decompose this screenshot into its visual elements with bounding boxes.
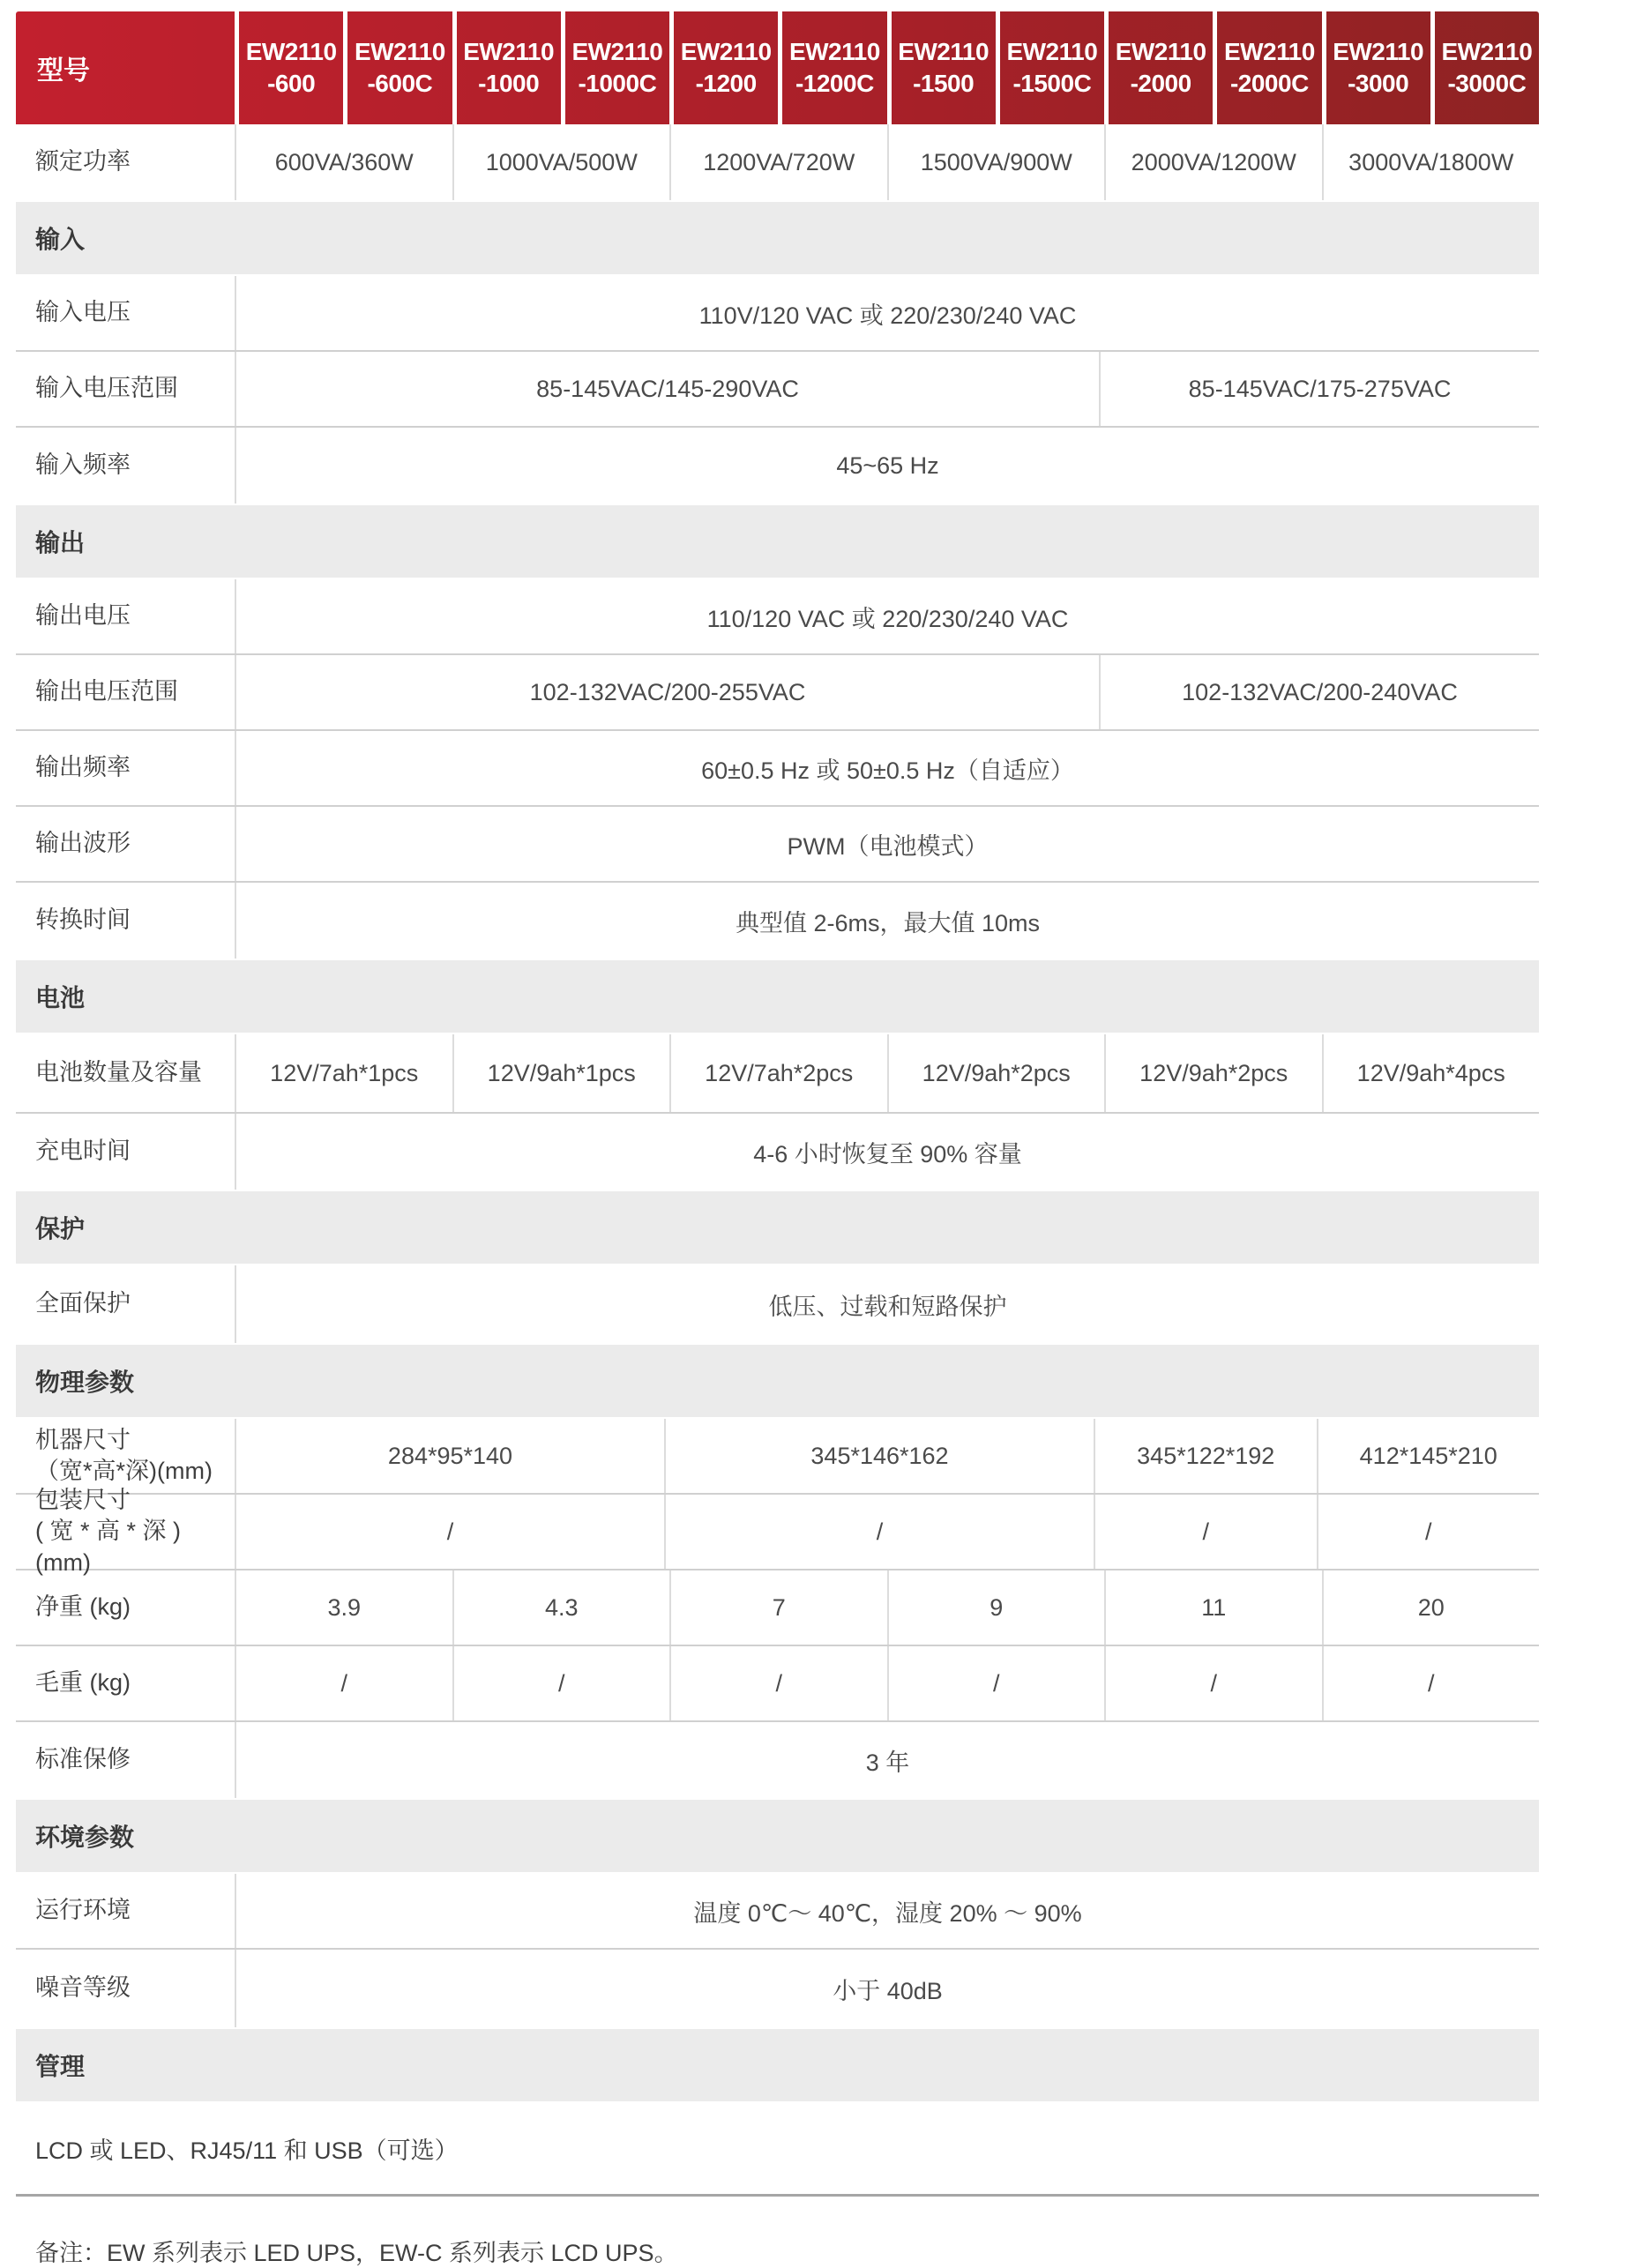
spec-value-cell: 4.3 <box>452 1570 670 1645</box>
spec-value-cell: 4-6 小时恢复至 90% 容量 <box>235 1114 1539 1190</box>
model-header-label: 型号 <box>37 56 90 86</box>
row-values <box>235 1570 1539 1645</box>
spec-value-cell: 85-145VAC/175-275VAC <box>1099 352 1539 426</box>
spec-value-cell: / <box>664 1495 1094 1569</box>
model-header-cell-EW2110-1000C: EW2110 -1000C <box>561 11 669 124</box>
spec-value-cell: 12V/9ah*4pcs <box>1322 1034 1540 1112</box>
row-label: 输入电压范围 <box>35 375 178 402</box>
spec-row <box>16 428 1539 504</box>
spec-value-cell: 345*122*192 <box>1094 1419 1317 1493</box>
spec-value-cell: 412*145*210 <box>1317 1419 1540 1493</box>
row-values <box>235 1034 1539 1112</box>
spec-value-cell: 12V/7ah*2pcs <box>669 1034 887 1112</box>
row-label: 转换时间 <box>35 906 131 934</box>
spec-value-cell: / <box>887 1646 1105 1720</box>
spec-value-cell: 85-145VAC/145-290VAC <box>235 352 1099 426</box>
section-header: 输出 <box>16 505 1539 578</box>
row-values <box>235 655 1539 729</box>
model-header-cell-EW2110-1500: EW2110 -1500 <box>887 11 996 124</box>
spec-row <box>16 883 1539 959</box>
spec-value-cell: 温度 0℃～ 40℃，湿度 20% ～ 90% <box>235 1874 1539 1948</box>
row-values <box>235 1114 1539 1190</box>
spec-value-cell: 12V/9ah*2pcs <box>887 1034 1105 1112</box>
spec-value-cell: PWM（电池模式） <box>235 807 1539 881</box>
spec-rows <box>16 124 1539 2197</box>
spec-value-cell: 12V/7ah*1pcs <box>235 1034 452 1112</box>
row-values <box>235 883 1539 959</box>
spec-value-cell: 20 <box>1322 1570 1540 1645</box>
model-header-cell-EW2110-3000: EW2110 -3000 <box>1322 11 1430 124</box>
row-values <box>235 1495 1539 1569</box>
spec-row <box>16 1722 1539 1798</box>
row-label: 净重 (kg) <box>35 1593 131 1621</box>
spec-value-cell: 7 <box>669 1570 887 1645</box>
row-values <box>235 1950 1539 2027</box>
spec-row <box>16 655 1539 731</box>
model-header-row <box>16 11 1539 124</box>
spec-value-cell: 2000VA/1200W <box>1104 124 1322 200</box>
model-header-cell-EW2110-1500C: EW2110 -1500C <box>996 11 1104 124</box>
spec-value-cell: / <box>235 1495 664 1569</box>
row-label: 额定功率 <box>35 148 131 175</box>
section-header: 物理参数 <box>16 1345 1539 1417</box>
spec-row <box>16 276 1539 352</box>
spec-row <box>16 1114 1539 1190</box>
row-label: 标准保修 <box>35 1746 131 1773</box>
spec-value-cell: / <box>1104 1646 1322 1720</box>
spec-row <box>16 1646 1539 1722</box>
spec-row <box>16 1419 1539 1495</box>
row-label: 运行环境 <box>35 1897 131 1924</box>
row-values <box>235 1874 1539 1948</box>
spec-row <box>16 1570 1539 1646</box>
section-header: 保护 <box>16 1191 1539 1264</box>
spec-row <box>16 1874 1539 1950</box>
model-header-cell-EW2110-2000C: EW2110 -2000C <box>1213 11 1321 124</box>
row-label: 输出波形 <box>35 830 131 857</box>
spec-value-cell: 3 年 <box>235 1722 1539 1798</box>
row-values <box>235 807 1539 881</box>
model-header-cell-EW2110-600: EW2110 -600 <box>235 11 343 124</box>
spec-row <box>16 731 1539 807</box>
section-header: 电池 <box>16 960 1539 1033</box>
spec-value-cell: 345*146*162 <box>664 1419 1094 1493</box>
model-header-cell-EW2110-1200C: EW2110 -1200C <box>778 11 886 124</box>
spec-value-cell: / <box>452 1646 670 1720</box>
row-values <box>235 1722 1539 1798</box>
spec-value-cell: 9 <box>887 1570 1105 1645</box>
spec-row <box>16 1034 1539 1114</box>
row-values <box>235 1646 1539 1720</box>
row-label: 机器尺寸 （宽*高*深)(mm) <box>35 1426 213 1484</box>
row-values <box>235 1265 1539 1343</box>
model-header-cell-EW2110-1200: EW2110 -1200 <box>669 11 778 124</box>
row-values <box>235 276 1539 350</box>
section-header: 输入 <box>16 202 1539 274</box>
spec-value-cell: / <box>1322 1646 1540 1720</box>
spec-value-cell: 低压、过载和短路保护 <box>235 1265 1539 1343</box>
section-header: 环境参数 <box>16 1800 1539 1872</box>
row-label: 毛重 (kg) <box>35 1669 131 1697</box>
row-values <box>235 124 1539 200</box>
row-label: 输出电压范围 <box>35 678 178 705</box>
row-values <box>235 352 1539 426</box>
spec-value-cell: / <box>235 1646 452 1720</box>
model-header-cell-EW2110-3000C: EW2110 -3000C <box>1430 11 1539 124</box>
spec-value-cell: / <box>669 1646 887 1720</box>
spec-value-cell: 典型值 2-6ms，最大值 10ms <box>235 883 1539 959</box>
row-label: 充电时间 <box>35 1138 131 1165</box>
spec-value-cell: 11 <box>1104 1570 1322 1645</box>
spec-value-cell: 60±0.5 Hz 或 50±0.5 Hz（自适应） <box>235 731 1539 805</box>
row-label: 全面保护 <box>35 1290 131 1317</box>
model-header-cell-EW2110-1000: EW2110 -1000 <box>452 11 561 124</box>
model-header-cell-EW2110-2000: EW2110 -2000 <box>1104 11 1213 124</box>
row-label: 输入频率 <box>35 451 131 479</box>
spec-value-cell: / <box>1094 1495 1317 1569</box>
row-label: 输出频率 <box>35 754 131 781</box>
row-label: 电池数量及容量 <box>35 1059 202 1086</box>
management-row: LCD 或 LED、RJ45/11 和 USB（可选） <box>16 2103 1539 2197</box>
spec-value-cell: 1500VA/900W <box>887 124 1105 200</box>
row-values <box>235 1419 1539 1493</box>
model-header-cell-EW2110-600C: EW2110 -600C <box>343 11 452 124</box>
spec-value-cell: 284*95*140 <box>235 1419 664 1493</box>
row-label: 输入电压 <box>35 299 131 326</box>
spec-value-cell: 3000VA/1800W <box>1322 124 1540 200</box>
row-label: 噪音等级 <box>35 1974 131 2002</box>
spec-value-cell: 102-132VAC/200-255VAC <box>235 655 1099 729</box>
spec-row <box>16 579 1539 655</box>
spec-value-cell: 102-132VAC/200-240VAC <box>1099 655 1539 729</box>
row-values <box>235 731 1539 805</box>
spec-row <box>16 352 1539 428</box>
section-header: 管理 <box>16 2029 1539 2101</box>
spec-value-cell: 12V/9ah*2pcs <box>1104 1034 1322 1112</box>
spec-value-cell: 12V/9ah*1pcs <box>452 1034 670 1112</box>
spec-value-cell: 110V/120 VAC 或 220/230/240 VAC <box>235 276 1539 350</box>
spec-value-cell: 小于 40dB <box>235 1950 1539 2027</box>
spec-value-cell: 3.9 <box>235 1570 452 1645</box>
row-values <box>235 428 1539 504</box>
spec-row <box>16 1950 1539 2027</box>
spec-value-cell: 1200VA/720W <box>669 124 887 200</box>
spec-row <box>16 1265 1539 1343</box>
spec-value-cell: 600VA/360W <box>235 124 452 200</box>
footnote: 备注：EW 系列表示 LED UPS，EW-C 系列表示 LCD UPS。 <box>35 2240 678 2266</box>
spec-table <box>16 11 1539 2197</box>
row-label: 输出电压 <box>35 602 131 630</box>
spec-value-cell: 1000VA/500W <box>452 124 670 200</box>
spec-value-cell: / <box>1317 1495 1540 1569</box>
row-label: 包装尺寸 ( 宽 * 高 * 深 )(mm) <box>35 1487 182 1576</box>
spec-row <box>16 124 1539 200</box>
spec-row <box>16 807 1539 883</box>
spec-row <box>16 1487 1539 1576</box>
row-values <box>235 579 1539 653</box>
spec-value-cell: 110/120 VAC 或 220/230/240 VAC <box>235 579 1539 653</box>
spec-value-cell: 45~65 Hz <box>235 428 1539 504</box>
